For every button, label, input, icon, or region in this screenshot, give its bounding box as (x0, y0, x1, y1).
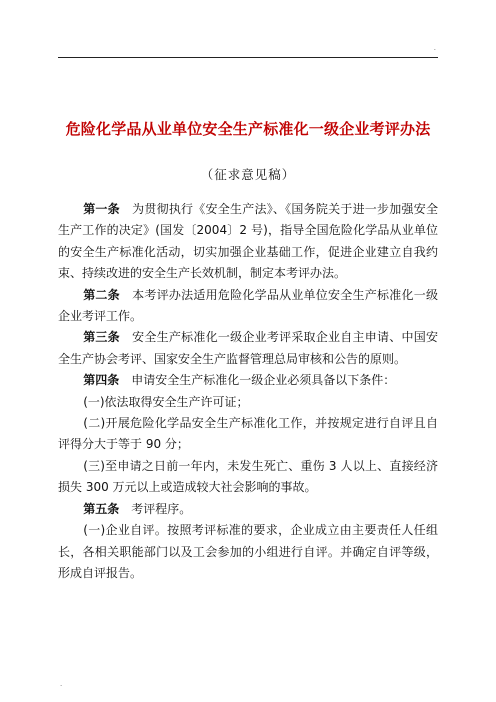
paragraph-text: 安全生产标准化一级企业考评采取企业自主申请、中国安全生产协会考评、国家安全生产监督管理总局审核和公告的原则。 (58, 330, 438, 366)
header-mark: . (433, 44, 436, 52)
paragraph-article-4 (58, 370, 438, 391)
paragraph-text: 为贯彻执行《安全生产法》、《国务院关于进一步加强安全生产工作的决定》(国发〔2004〕2 号)，指导全国危险化学品从业单位的安全生产标准化活动，切实加强企业基础工作，促进企业建立自我约束、持续改进的安全生产长效机制，制定本考评办法。 (58, 202, 438, 281)
document-subtitle: （征求意见稿） (200, 167, 296, 182)
article-label: 第三条 (83, 330, 120, 345)
footer-mark: . (60, 680, 63, 688)
article-label: 第四条 (83, 373, 120, 388)
paragraph-text: (一)企业自评。按照考评标准的要求，企业成立由主要责任人任组长，各相关职能部门以及工会参加的小组进行自评。并确定自评等级，形成自评报告。 (58, 523, 438, 580)
paragraph-article-3 (58, 327, 438, 370)
paragraph-text: (一)依法取得安全生产许可证； (83, 394, 249, 409)
article-label: 第五条 (83, 501, 120, 516)
document-title: 危险化学品从业单位安全生产标准化一级企业考评办法 (65, 120, 431, 138)
paragraph-text: 申请安全生产标准化一级企业必须具备以下条件： (131, 373, 396, 388)
paragraph-article-1 (58, 199, 438, 285)
article-label: 第一条 (83, 202, 120, 216)
paragraph-article-2 (58, 285, 438, 328)
paragraph-item-1 (58, 392, 438, 413)
paragraph-text: 考评程序。 (131, 501, 192, 516)
paragraph-text: 本考评办法适用危险化学品从业单位安全生产标准化一级企业考评工作。 (58, 287, 438, 324)
paragraph-item-3 (58, 456, 438, 499)
paragraph-item-4 (58, 520, 438, 584)
header-rule (58, 57, 438, 58)
article-label: 第二条 (83, 287, 120, 302)
paragraph-item-2 (58, 413, 438, 456)
paragraph-text: (二)开展危险化学品安全生产标准化工作，并按规定进行自评且自评得分大于等于 90 分； (58, 416, 438, 452)
document-body (58, 199, 438, 584)
paragraph-article-5 (58, 499, 438, 520)
paragraph-text: (三)至申请之日前一年内，未发生死亡、重伤 3 人以上、直接经济损失 300 万元以上或造成较大社会影响的事故。 (58, 458, 438, 495)
